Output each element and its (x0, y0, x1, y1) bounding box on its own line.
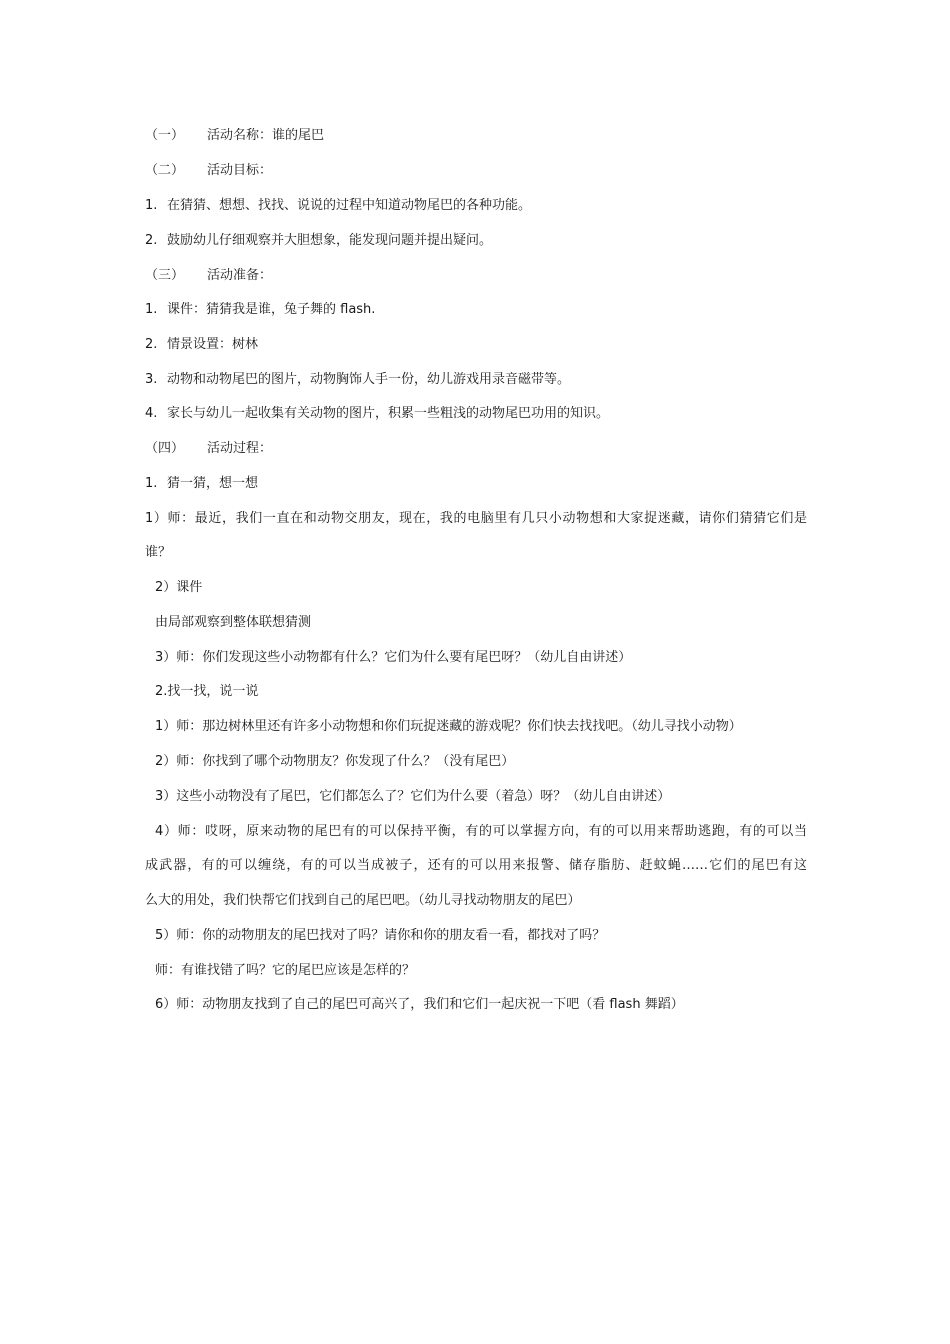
section-title: 活动过程： (207, 441, 273, 456)
item-number: 1. (145, 198, 158, 213)
paragraph-line: 1）师：那边树林里还有许多小动物想和你们玩捉迷藏的游戏呢？你们快去找找吧。（幼儿寻找小动物） (155, 719, 742, 734)
paragraph-line: 6）师：动物朋友找到了自己的尾巴可高兴了，我们和它们一起庆祝一下吧（看 flash 舞蹈） (155, 997, 684, 1012)
section-number: （三） (145, 268, 185, 283)
item-text: 猜一猜，想一想 (167, 476, 259, 491)
prep-item-3 (145, 371, 570, 389)
paragraph-line: 5）师：你的动物朋友的尾巴找对了吗？请你和你的朋友看一看，都找对了吗？ (155, 928, 606, 943)
paragraph-line: 成武器，有的可以缠绕，有的可以当成被子，还有的可以用来报警、储存脂肪、赶蚊蝇……它们的尾巴有这 (145, 858, 807, 873)
step-heading-1 (145, 475, 258, 493)
goal-item-1 (145, 197, 531, 215)
prep-item-4 (145, 405, 609, 423)
paragraph-line: 2）课件 (155, 580, 203, 595)
item-number: 4. (145, 406, 158, 421)
section-title: 活动目标： (207, 163, 273, 178)
section-heading-1 (145, 127, 324, 145)
paragraph-line: 1）师：最近，我们一直在和动物交朋友，现在，我的电脑里有几只小动物想和大家捉迷藏，请你们猜猜它们是 (145, 511, 807, 526)
goal-item-2 (145, 232, 492, 250)
section-title: 活动准备： (207, 268, 273, 283)
paragraph-line: 4）师：哎呀，原来动物的尾巴有的可以保持平衡，有的可以掌握方向，有的可以用来帮助逃跑，有的可以当 (155, 824, 807, 839)
prep-item-1 (145, 301, 375, 319)
paragraph-line: 3）师：你们发现这些小动物都有什么？它们为什么要有尾巴呀？（幼儿自由讲述） (155, 650, 632, 665)
item-text: 在猜猜、想想、找找、说说的过程中知道动物尾巴的各种功能。 (167, 198, 532, 213)
item-text: 家长与幼儿一起收集有关动物的图片，积累一些粗浅的动物尾巴功用的知识。 (167, 406, 610, 421)
paragraph-line: 由局部观察到整体联想猜测 (155, 615, 312, 630)
paragraph-line: 师：有谁找错了吗？它的尾巴应该是怎样的？ (155, 963, 416, 978)
item-number: 1. (145, 476, 158, 491)
item-text: 课件：猜猜我是谁，兔子舞的 flash. (167, 302, 376, 317)
item-number: 2. (145, 233, 158, 248)
item-text: 动物和动物尾巴的图片，动物胸饰人手一份，幼儿游戏用录音磁带等。 (167, 372, 571, 387)
section-heading-4 (145, 440, 272, 458)
paragraph-line: 3）这些小动物没有了尾巴，它们都怎么了？它们为什么要（着急）呀？（幼儿自由讲述） (155, 789, 671, 804)
section-heading-3 (145, 267, 272, 285)
item-number: 1. (145, 302, 158, 317)
section-title: 活动名称：谁的尾巴 (207, 128, 325, 143)
item-number: 2. (145, 337, 158, 352)
paragraph-line: 2）师：你找到了哪个动物朋友？你发现了什么？（没有尾巴） (155, 754, 515, 769)
prep-item-2 (145, 336, 258, 354)
section-number: （一） (145, 128, 185, 143)
item-text: 鼓励幼儿仔细观察并大胆想象，能发现问题并提出疑问。 (167, 233, 493, 248)
section-heading-2 (145, 162, 272, 180)
step-heading-2: 2.找一找，说一说 (155, 684, 259, 699)
section-number: （四） (145, 441, 185, 456)
section-number: （二） (145, 163, 185, 178)
item-text: 情景设置：树林 (167, 337, 259, 352)
item-number: 3. (145, 372, 158, 387)
paragraph-line: 谁？ (145, 545, 172, 560)
paragraph-line: 么大的用处，我们快帮它们找到自己的尾巴吧。（幼儿寻找动物朋友的尾巴） (145, 893, 581, 908)
